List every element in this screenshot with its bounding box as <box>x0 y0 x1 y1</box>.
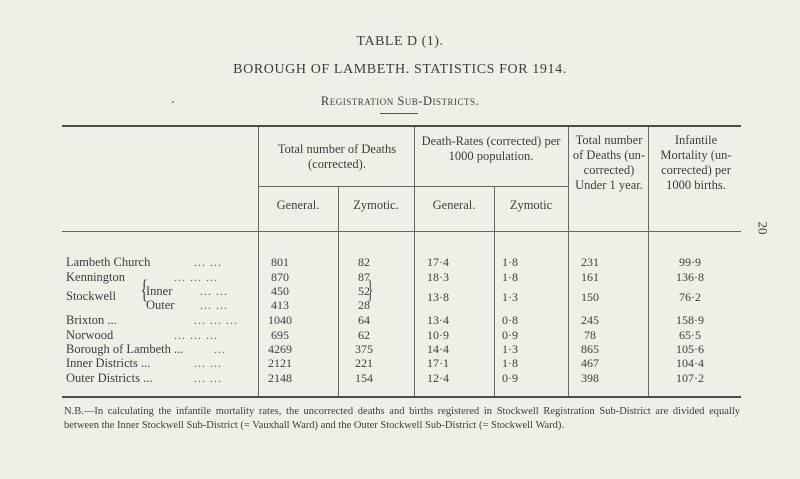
table-cell: 13·4 <box>427 313 449 327</box>
table-cell: 28 <box>358 298 370 312</box>
row-label: Inner Districts ... <box>66 356 151 370</box>
leader-dots: ... ... <box>200 298 228 312</box>
table-cell: 150 <box>581 290 599 304</box>
header-infantile-mortality: Infantile Mortality (un-corrected) per 1000 births. <box>660 133 732 192</box>
row-label: Inner <box>146 284 173 298</box>
row-label: Lambeth Church <box>66 255 151 269</box>
table-cell: 76·2 <box>679 290 701 304</box>
table-cell: 413 <box>271 298 289 312</box>
table-cell: 87 <box>358 270 370 284</box>
column-divider <box>338 187 339 396</box>
header-total-deaths: Total number of Deaths (corrected). <box>277 142 397 171</box>
leader-dots: ... ... <box>194 356 222 370</box>
header-deaths-under-1: Total number of Deaths (un-corrected) Under 1 year. <box>572 133 646 192</box>
row-label: Kennington <box>66 270 126 284</box>
subheader-general: General. <box>276 198 320 212</box>
report-title: BOROUGH OF LAMBETH. STATISTICS FOR 1914. <box>233 62 567 77</box>
table-cell: 105·6 <box>676 342 704 356</box>
table-cell: 1·3 <box>502 342 518 356</box>
column-divider <box>258 127 259 396</box>
table-cell: 136·8 <box>676 270 704 284</box>
table-cell: 82 <box>358 255 370 269</box>
table-cell: 14·4 <box>427 342 449 356</box>
brace: { <box>140 275 148 304</box>
leader-dots: ... ... <box>194 255 222 269</box>
header-death-rates: Death-Rates (corrected) per 1000 population. <box>421 134 561 163</box>
table-cell: 1040 <box>268 313 292 327</box>
table-cell: 62 <box>358 328 370 342</box>
table-cell: 1·8 <box>502 255 518 269</box>
row-label: Outer <box>146 298 175 312</box>
table-cell: 10·9 <box>427 328 449 342</box>
table-cell: 801 <box>271 255 289 269</box>
table-cell: 375 <box>355 342 373 356</box>
table-cell: 695 <box>271 328 289 342</box>
table-cell: 0·9 <box>502 371 518 385</box>
table-cell: 17·1 <box>427 356 449 370</box>
stockwell-label: Stockwell <box>66 289 116 303</box>
table-cell: 1·8 <box>502 270 518 284</box>
table-cell: 99·9 <box>679 255 701 269</box>
table-cell: 0·9 <box>502 328 518 342</box>
table-cell: 154 <box>355 371 373 385</box>
leader-dots: ... ... <box>194 371 222 385</box>
table-cell: 78 <box>584 328 596 342</box>
table-cell: 17·4 <box>427 255 449 269</box>
table-cell: 65·5 <box>679 328 701 342</box>
table-cell: 467 <box>581 356 599 370</box>
table-cell: 221 <box>355 356 373 370</box>
row-label: Norwood <box>66 328 114 342</box>
table-cell: 158·9 <box>676 313 704 327</box>
table-cell: 107·2 <box>676 371 704 385</box>
subheader-rule <box>258 186 568 187</box>
subheader-zymotic: Zymotic <box>509 198 553 212</box>
row-label: Borough of Lambeth ... <box>66 342 184 356</box>
table-cell: 231 <box>581 255 599 269</box>
leader-dots: ... ... ... <box>174 270 218 284</box>
subheader-zymotic: Zymotic. <box>353 198 399 212</box>
column-divider <box>414 127 415 396</box>
leader-dots: ... ... ... <box>194 313 238 327</box>
table-cell: 1·8 <box>502 356 518 370</box>
leader-dots: ... <box>214 342 226 356</box>
footnote: N.B.—In calculating the infantile mortality rates, the uncorrected deaths and births registered in Stockwell Registration Sub-District are divided equally between the Inner Stockwell Sub-District (= Vauxhall Ward) and the Outer Stockwell Sub-District (= Stockwell Ward). <box>64 406 740 431</box>
page-number: 20 <box>755 221 771 235</box>
row-label: Brixton ... <box>66 313 117 327</box>
table-cell: 1·3 <box>502 290 518 304</box>
table-cell: 245 <box>581 313 599 327</box>
column-divider <box>568 127 569 396</box>
table-cell: 12·4 <box>427 371 449 385</box>
table-title: TABLE D (1). <box>356 34 444 49</box>
row-label: Outer Districts ... <box>66 371 153 385</box>
section-underline <box>380 113 418 114</box>
table-bottom-rule <box>62 396 741 398</box>
table-cell: 161 <box>581 270 599 284</box>
table-cell: 52 <box>358 284 370 298</box>
header-bottom-rule <box>62 231 741 232</box>
table-cell: 450 <box>271 284 289 298</box>
leader-dots: ... ... <box>200 284 228 298</box>
table-cell: 13·8 <box>427 290 449 304</box>
table-cell: 398 <box>581 371 599 385</box>
table-cell: 18·3 <box>427 270 449 284</box>
brace: } <box>367 275 374 304</box>
table-cell: 4269 <box>268 342 292 356</box>
table-cell: 870 <box>271 270 289 284</box>
table-cell: 2121 <box>268 356 292 370</box>
table-top-rule <box>62 125 741 127</box>
table-cell: 2148 <box>268 371 292 385</box>
table-cell: 865 <box>581 342 599 356</box>
table-cell: 104·4 <box>676 356 704 370</box>
column-divider <box>648 127 649 396</box>
table-cell: 64 <box>358 313 370 327</box>
leader-dots: ... ... ... <box>174 328 218 342</box>
table-cell: 0·8 <box>502 313 518 327</box>
section-title: Registration Sub-Districts. <box>320 94 480 108</box>
subheader-general: General. <box>432 198 476 212</box>
